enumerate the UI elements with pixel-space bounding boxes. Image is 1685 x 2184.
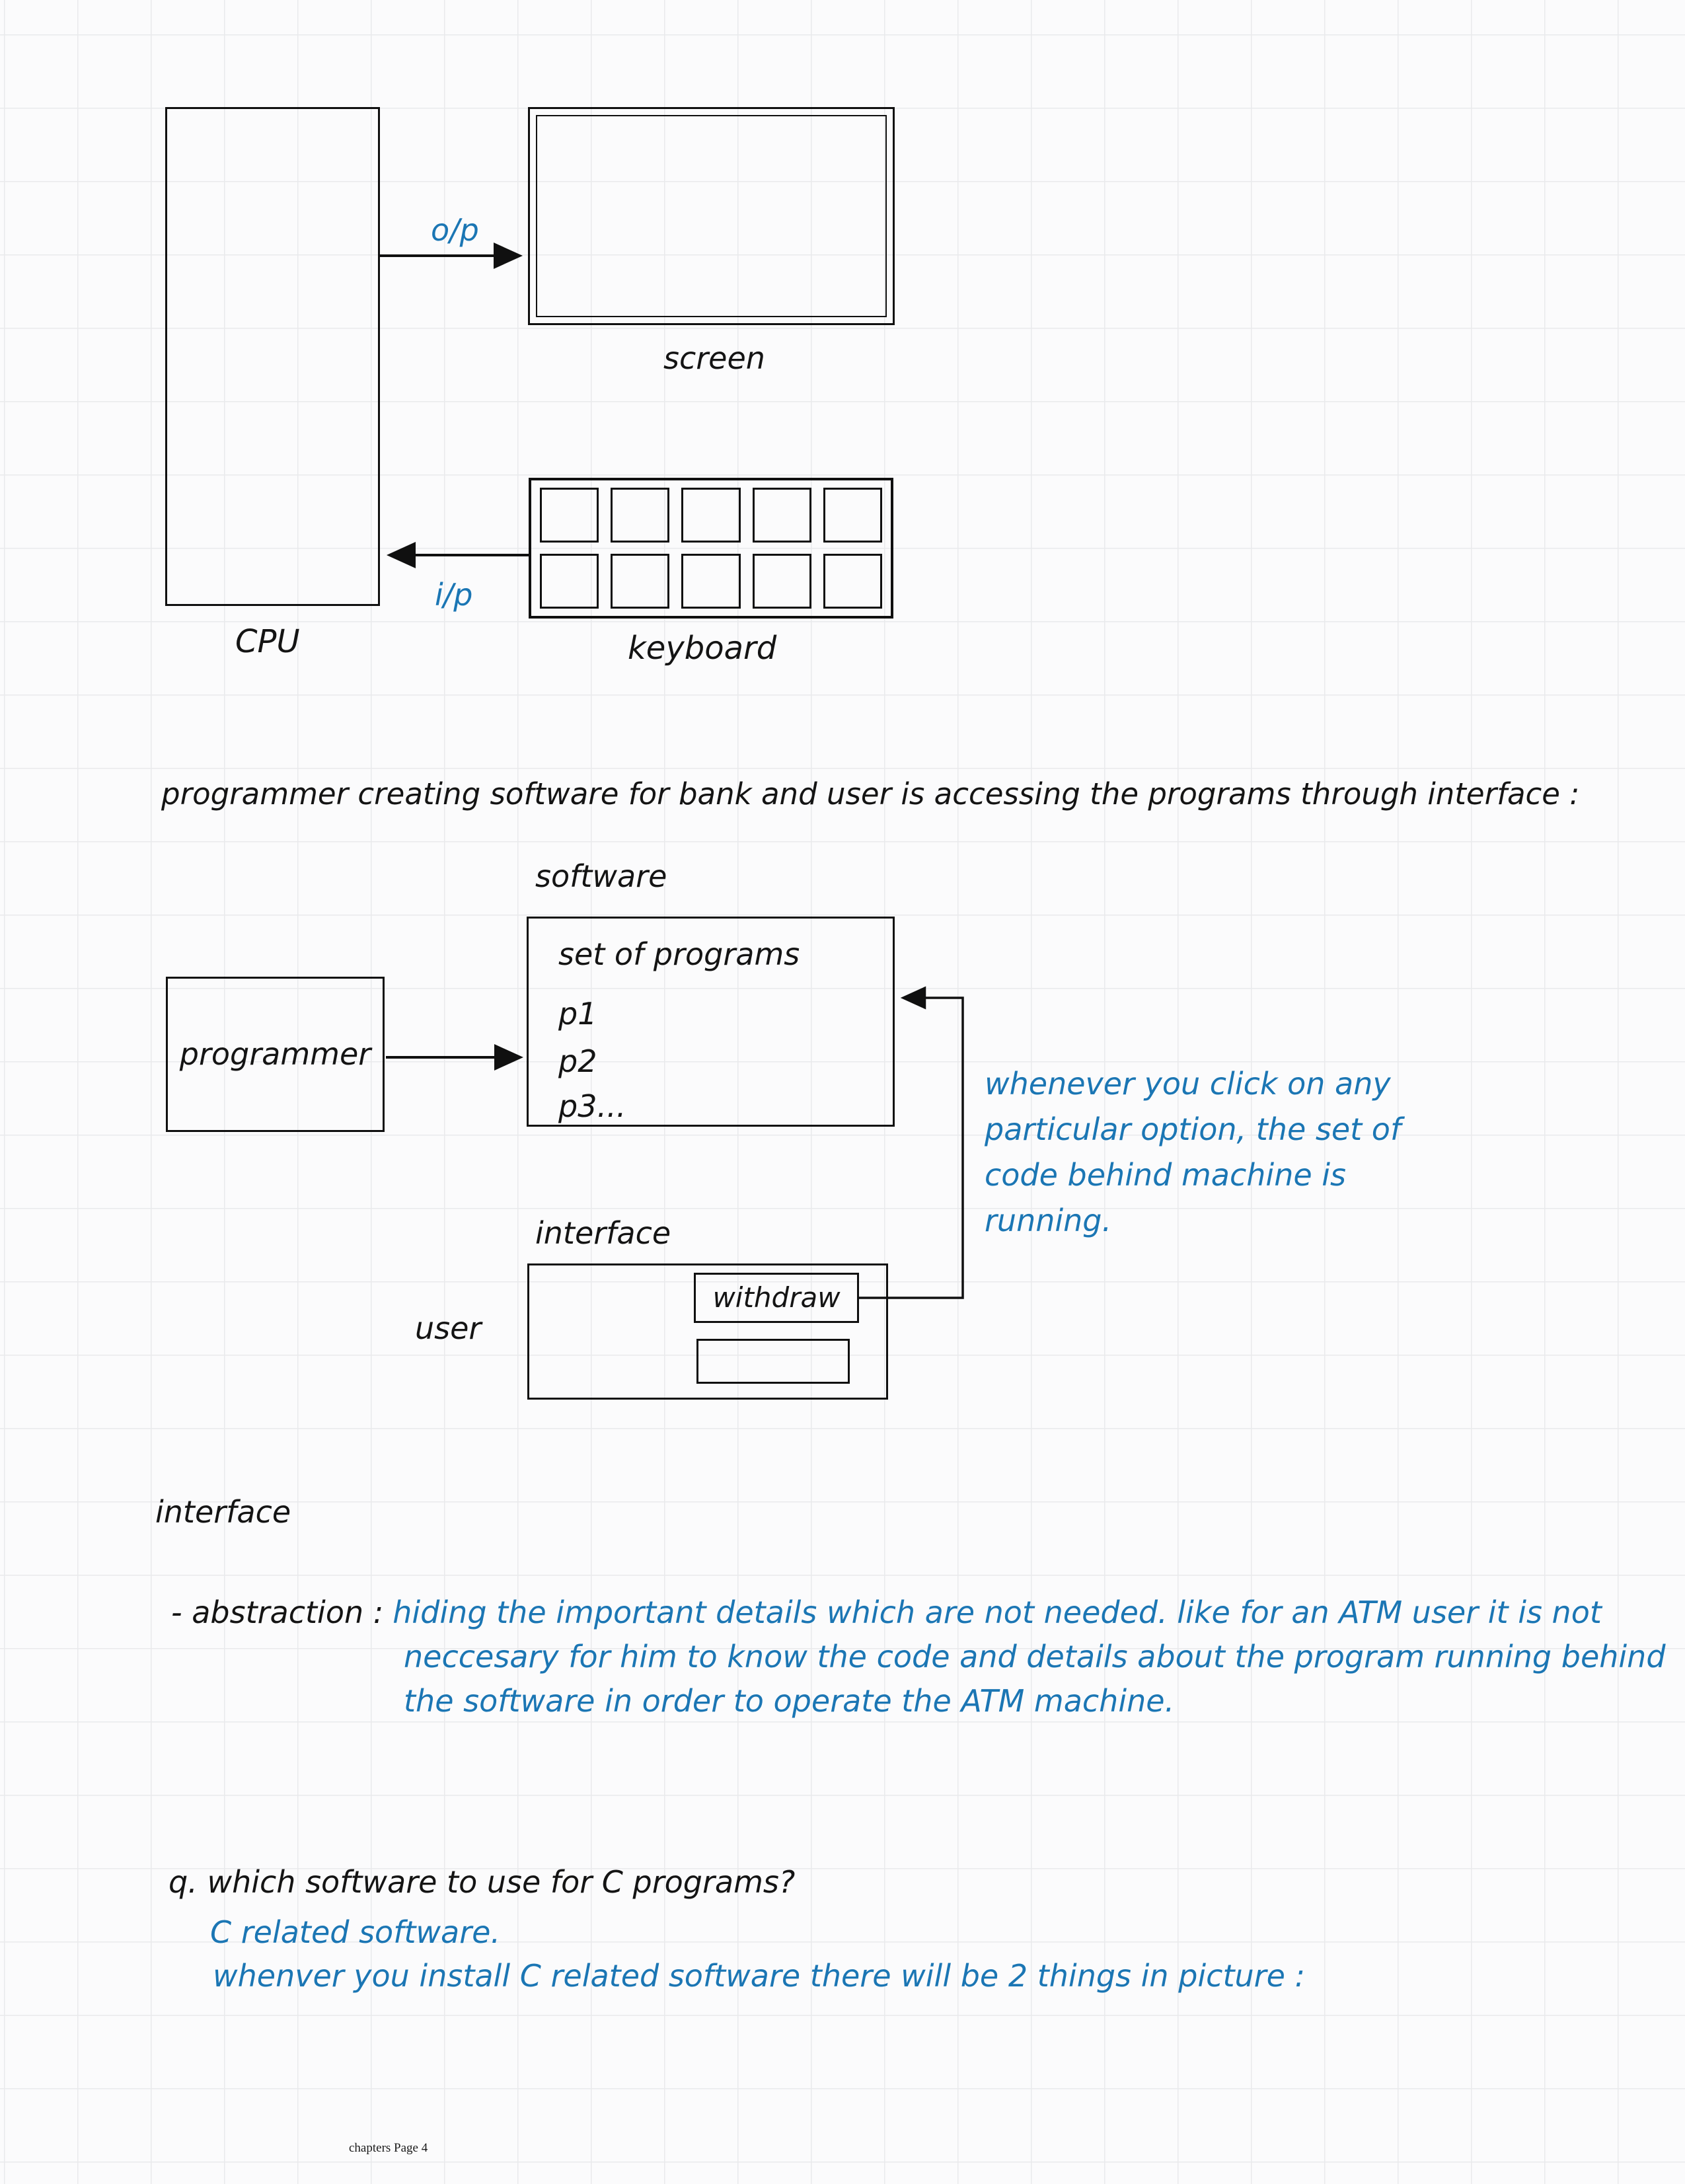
user-label: user [415, 1310, 482, 1346]
abstraction-definition-line: neccesary for him to know the code and details about the program running behind [404, 1639, 1666, 1675]
annotation-line: code behind machine is [985, 1157, 1347, 1193]
abstraction-term: - abstraction : [171, 1595, 384, 1630]
withdraw-button-label: withdraw [712, 1281, 841, 1314]
input-arrow-label: i/p [435, 577, 473, 613]
intro-sentence: programmer creating software for bank and user is accessing the programs through interface : [161, 776, 1580, 811]
click-annotation [985, 1061, 1401, 1244]
screen-box [528, 107, 895, 325]
keyboard-key [753, 554, 811, 609]
annotation-line: running. [985, 1203, 1112, 1238]
keyboard-key [681, 554, 740, 609]
keyboard-key [611, 488, 669, 543]
keyboard-key [611, 554, 669, 609]
keyboard-key [540, 554, 599, 609]
empty-input-box-drawing [696, 1339, 850, 1384]
keyboard-key [540, 488, 599, 543]
keyboard-key [823, 488, 882, 543]
output-arrow-label: o/p [431, 212, 479, 248]
keyboard-label: keyboard [628, 630, 777, 667]
abstraction-definition-line: the software in order to operate the ATM machine. [404, 1683, 1175, 1719]
program-item: p1 [558, 996, 597, 1032]
annotation-line: particular option, the set of [985, 1111, 1402, 1147]
programmer-box [166, 977, 385, 1132]
interface-label: interface [535, 1215, 671, 1251]
keyboard-key [753, 488, 811, 543]
program-item: p3... [558, 1088, 626, 1124]
programmer-label: programmer [179, 1036, 371, 1073]
withdraw-button-drawing [694, 1273, 859, 1323]
annotation-line: whenever you click on any [985, 1066, 1391, 1102]
question-line: q. which software to use for C programs? [168, 1864, 796, 1900]
program-item: p2 [558, 1043, 597, 1079]
keyboard-box [529, 478, 893, 619]
screen-inner-border [536, 115, 887, 317]
set-of-programs-label: set of programs [558, 936, 800, 972]
interface-heading: interface [155, 1494, 291, 1530]
software-label: software [535, 858, 667, 894]
cpu-label: CPU [235, 623, 300, 660]
page-footer: chapters Page 4 [349, 2141, 428, 2155]
abstraction-definition-line [171, 1595, 1602, 1630]
answer-line: C related software. [210, 1914, 501, 1950]
software-box [527, 917, 895, 1127]
keyboard-key [823, 554, 882, 609]
screen-label: screen [663, 340, 765, 376]
keyboard-key [681, 488, 740, 543]
abstraction-text: hiding the important details which are not needed. like for an ATM user it is not [393, 1595, 1602, 1630]
cpu-box [165, 107, 380, 606]
answer-line: whenver you install C related software there will be 2 things in picture : [213, 1958, 1305, 1994]
